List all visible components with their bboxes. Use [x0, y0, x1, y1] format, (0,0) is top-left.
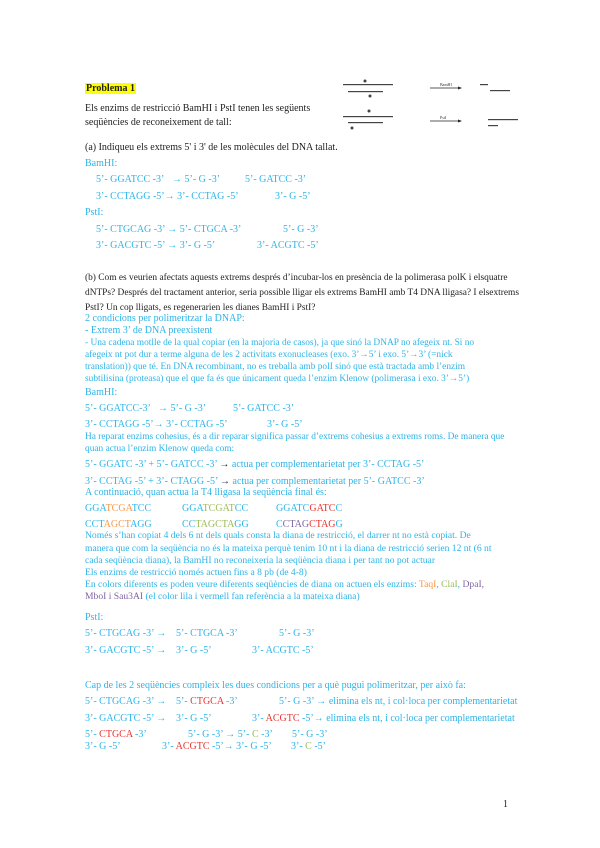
psti-heading: PstI: [85, 207, 104, 218]
clai-label: ClaI [441, 579, 458, 590]
sequence: 3’- G -5’ [275, 191, 311, 202]
sequence: 3’- G -5’ [176, 713, 212, 724]
problem-title-text: Problema 1 [86, 83, 135, 94]
bamhi-arrow [430, 82, 462, 90]
answer-text: Els enzims de restricció només actuen fins a 8 pb (de 4-8) [85, 567, 307, 578]
answer-text: subtilisina (proteasa) que el que fa és que únicament queda l’enzim Klenow (polimerasa i exo. 3’→5’) [85, 374, 470, 384]
bamhi-heading: BamHI: [85, 387, 118, 398]
mboi-label: MboI i Sau3AI [85, 591, 144, 602]
intro-line: seqüències de reconeixement de tall: [85, 117, 232, 128]
sequence: 3’- G -5’ [176, 645, 212, 656]
page-number: 1 [503, 799, 508, 810]
sequence: actua per complementarietat per 3’- CCTAG -5’ [231, 459, 425, 470]
question-b: dNTPs? Després del tractament anterior, seria possible lligar els extrems BamHI amb T4 DNA lligasa? I elsextrems [85, 288, 519, 298]
sequence: 3’- G -5’ [267, 419, 303, 430]
sequence: 3’- ACGTC -5’→ elimina els nt, i col·loca per complementarietat [252, 713, 515, 724]
sequence: 3’- ACGTC -5’→ 3’- G -5’ [162, 741, 272, 752]
ligated-seq: CCTAGCTAGG [276, 519, 343, 530]
question-b: (b) Com es veurien afectats aquests extrems després d’incubar-los en presència de la polimerasa polK i elsquatre [85, 273, 508, 283]
answer-text: manera que com la seqüència no és la mateixa perquè tenim 10 nt i la diana de restricció serien 12 nt (6 nt [85, 543, 492, 554]
sequence: 3’- G -5’ [85, 741, 121, 752]
answer-text: quan actua l’enzim Klenow queda com: [85, 444, 235, 454]
taqi-label: TaqI [418, 579, 437, 590]
sequence: 5’- CTGCA -3’ [176, 628, 238, 639]
bamhi-label: BamHI [440, 82, 452, 87]
ligated-seq: GGATCGATCC [182, 503, 249, 514]
answer-text: Només s’han copiat 4 dels 6 nt dels quals consta la diana de restricció, el darrer nt no està copiat. De [85, 530, 471, 541]
klenow-line [85, 459, 424, 471]
intro-line: Els enzims de restricció BamHI i PstI tenen les següents [85, 103, 311, 114]
answer-text: MboI i Sau3AI (el color lila i vermell fan referència a la mateixa diana) [85, 591, 360, 602]
sequence: 5’- GGATC -3’ + 5’- GATCC -3’ [85, 459, 217, 470]
sequence: 5’- GATCC -3’ [245, 174, 307, 185]
ligated-seq: CCTAGCTAGG [182, 519, 249, 530]
sequence: 5’- GGATCC -3’ [96, 174, 165, 185]
sequence: 5’- CTGCA -3’ [176, 696, 238, 707]
question-b: PstI? Un cop lligats, es regenerarien les dianes BamHI i PstI? [85, 303, 316, 313]
bamhi-heading: BamHI: [85, 158, 118, 169]
sequence: 5’- CTGCA -3’ [85, 729, 147, 740]
ligated-seq: CCTAGCTAGG [85, 519, 152, 530]
answer-text: En colors diferents es poden veure diferents seqüències de diana on actuen els enzims: TaqI, ClaI, DpaI, [85, 579, 485, 590]
sequence: 5’- G -3’ → elimina els nt, i col·loca per complementarietat [279, 696, 518, 707]
sequence: 5’- GGATCC-3’ [85, 403, 151, 414]
sequence: 5’- CTGCAG -3’ → [85, 696, 167, 707]
sequence: 5’- G -3’ [292, 729, 328, 740]
question-a: (a) Indiqueu els extrems 5' i 3' de les molècules del DNA tallat. [85, 142, 338, 153]
restriction-diagram [340, 78, 540, 138]
sequence: 5’- G -3’ [283, 224, 319, 235]
sequence: 3’- CCTAGG -5’→ 3’- CCTAG -5’ [85, 419, 228, 430]
answer-text: A continuació, quan actua la T4 lligasa la seqüència final és: [85, 487, 327, 498]
answer-text: Ha reparat enzims cohesius, és a dir reparar significa passar d’extrems cohesius a extrems roms. De manera que [85, 432, 505, 442]
answer-text: - Extrem 3’ de DNA preexistent [85, 325, 213, 336]
sequence: 5’- G -3’ [279, 628, 315, 639]
arrow-icon: → [219, 459, 230, 470]
psti-label: PstI [440, 115, 447, 120]
dpai-label: DpaI, [462, 579, 485, 590]
problem-title [85, 83, 136, 95]
answer-text: - Una cadena motlle de la qual copiar (en la majoria de casos), ja que sinó la DNAP no afegeix nt. Si no [85, 338, 475, 348]
sequence: 5’- CTGCAG -3’ → 5’- CTGCA -3’ [96, 224, 242, 235]
ligated-seq: GGATCGATCC [276, 503, 343, 514]
sequence: 3’- ACGTC -5’ [257, 240, 319, 251]
arrow-icon: → [220, 476, 231, 487]
sequence: actua per complementarietat per 5’- GATCC -3’ [232, 476, 425, 487]
answer-text: translation)) que té. En DNA recombinant, no es treballa amb polI sinó que està tractada amb l’enzim [85, 362, 466, 372]
sequence: 3’- CCTAGG -5’→ 3’- CCTAG -5’ [96, 191, 239, 202]
sequence: 3’- GACGTC -5’ → [85, 645, 167, 656]
sequence: 5’- GATCC -3’ [233, 403, 295, 414]
sequence: 5’- CTGCAG -3’ → [85, 628, 167, 639]
answer-text: 2 condicions per polimeritzar la DNAP: [85, 313, 245, 324]
sequence: → 5’- G -3’ [172, 174, 221, 185]
sequence: 3’- C -5’ [291, 741, 327, 752]
psti-arrow [430, 115, 462, 123]
psti-heading: PstI: [85, 612, 104, 623]
sequence: 3’- GACGTC -5’ → 3’- G -5’ [96, 240, 216, 251]
answer-text: afegeix nt pot dur a terme alguna de les 2 activitats exonucleases (exo. 3’→5’ i exo. 5’→3’ (=nick [85, 350, 453, 360]
ligated-seq: GGATCGATCC [85, 503, 152, 514]
answer-text: cada seqüència diana), la BamHI no reconeixeria la seqüència diana i per tant no pot actuar [85, 555, 436, 566]
sequence: 3’- CCTAG -5’ + 3’- CTAGG -5’ [85, 476, 218, 487]
dna-top-strand [343, 84, 393, 85]
sequence: 3’- GACGTC -5’ → [85, 713, 167, 724]
sequence: → 5’- G -3’ [158, 403, 207, 414]
sequence: 3’- ACGTC -5’ [252, 645, 314, 656]
sequence: 5’- G -3’ → 5’- C -3’ [188, 729, 273, 740]
answer-text: Cap de les 2 seqüències compleix les dues condicions per a què pugui polimeritzar, per això fa: [85, 680, 466, 691]
